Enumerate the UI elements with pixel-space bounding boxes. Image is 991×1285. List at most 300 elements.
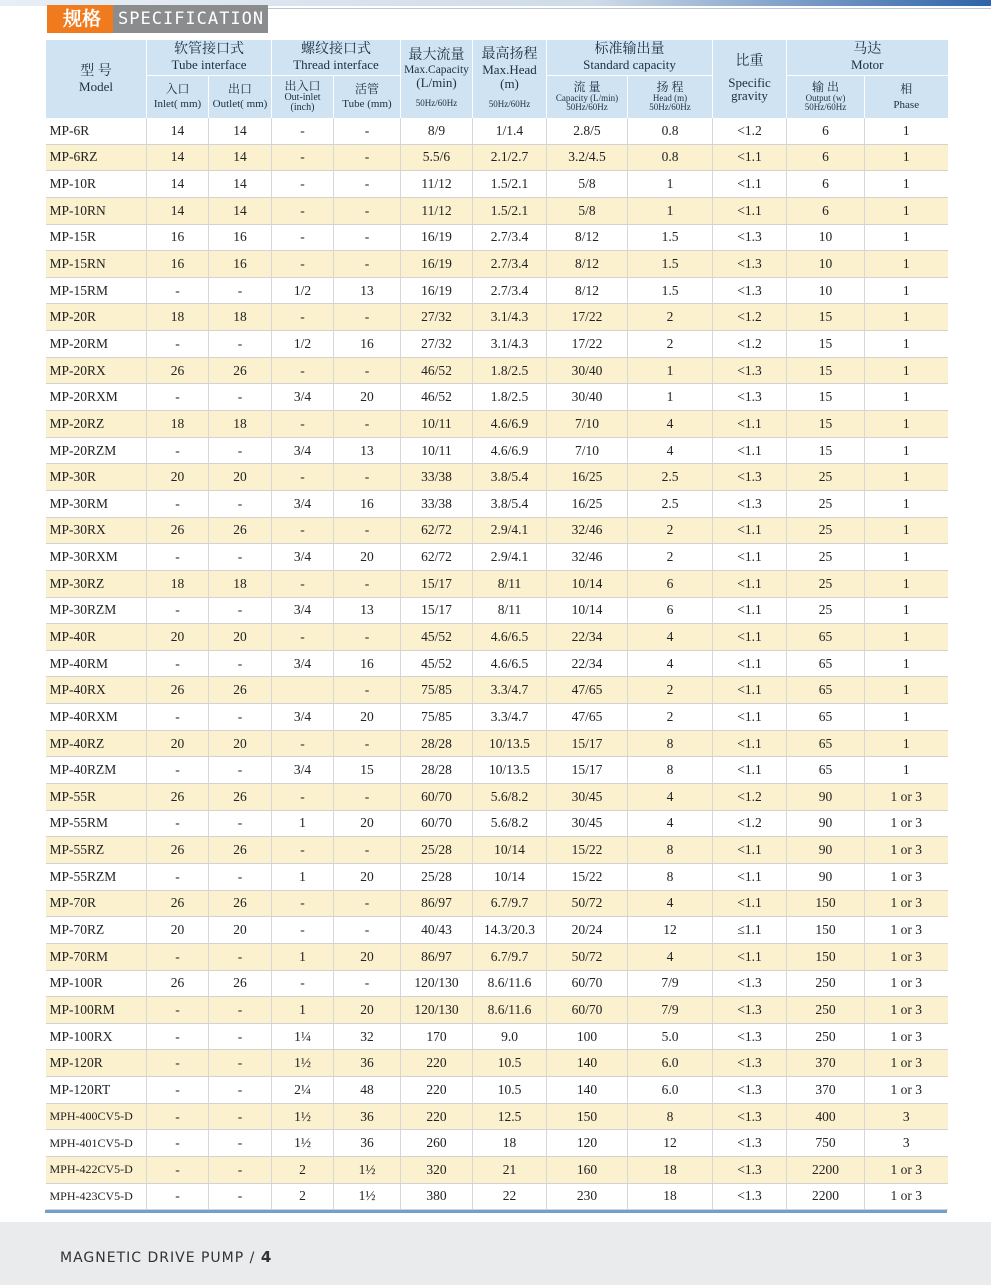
cell-max-head: 3.8/5.4 xyxy=(473,490,547,517)
cell-motor-output: 2200 xyxy=(787,1156,865,1183)
col-std-cn: 标准输出量 xyxy=(594,42,665,58)
cell-thread-tube: 15 xyxy=(334,757,401,784)
cell-thread-outinlet: 1 xyxy=(272,863,334,890)
cell-std-head: 4 xyxy=(628,437,713,464)
cell-max-capacity: 15/17 xyxy=(401,570,473,597)
col-thread-tube xyxy=(334,76,401,119)
cell-tube-outlet: 16 xyxy=(209,224,272,251)
cell-std-head: 4 xyxy=(628,411,713,438)
cell-tube-outlet: - xyxy=(209,650,272,677)
cell-model: MP-55RZ xyxy=(46,837,147,864)
col-phase-cn: 相 xyxy=(900,81,913,96)
cell-max-head: 10/13.5 xyxy=(473,757,547,784)
cell-motor-output: 400 xyxy=(787,1103,865,1130)
table-row xyxy=(46,730,948,757)
table-row xyxy=(46,570,948,597)
cell-std-capacity: 7/10 xyxy=(547,411,628,438)
cell-std-capacity: 160 xyxy=(547,1156,628,1183)
table-row xyxy=(46,757,948,784)
cell-std-head: 2 xyxy=(628,304,713,331)
cell-specific-gravity: <1.1 xyxy=(713,757,787,784)
cell-motor-output: 25 xyxy=(787,517,865,544)
cell-specific-gravity: <1.3 xyxy=(713,224,787,251)
cell-thread-tube: 20 xyxy=(334,384,401,411)
cell-tube-inlet: - xyxy=(147,943,209,970)
cell-model: MP-100RM xyxy=(46,997,147,1024)
cell-motor-phase: 1 xyxy=(865,464,948,491)
table-row xyxy=(46,517,948,544)
cell-max-head: 8.6/11.6 xyxy=(473,997,547,1024)
cell-motor-phase: 1 or 3 xyxy=(865,784,948,811)
cell-motor-output: 250 xyxy=(787,970,865,997)
cell-tube-inlet: 20 xyxy=(147,917,209,944)
cell-motor-phase: 1 or 3 xyxy=(865,1077,948,1104)
cell-motor-phase: 3 xyxy=(865,1130,948,1157)
col-thread-io-cn: 出入口 xyxy=(284,79,321,94)
cell-std-head: 8 xyxy=(628,757,713,784)
cell-std-capacity: 60/70 xyxy=(547,970,628,997)
cell-model: MP-30R xyxy=(46,464,147,491)
cell-max-capacity: 27/32 xyxy=(401,304,473,331)
cell-std-capacity: 3.2/4.5 xyxy=(547,144,628,171)
cell-specific-gravity: <1.2 xyxy=(713,118,787,144)
cell-std-head: 0.8 xyxy=(628,144,713,171)
cell-motor-phase: 1 or 3 xyxy=(865,1156,948,1183)
table-row xyxy=(46,144,948,171)
cell-motor-output: 250 xyxy=(787,1023,865,1050)
cell-thread-outinlet: 1 xyxy=(272,810,334,837)
table-row xyxy=(46,650,948,677)
cell-tube-outlet: - xyxy=(209,943,272,970)
table-row xyxy=(46,1130,948,1157)
cell-max-capacity: 260 xyxy=(401,1130,473,1157)
cell-tube-outlet: 16 xyxy=(209,251,272,278)
cell-motor-output: 65 xyxy=(787,624,865,651)
col-tube-outlet xyxy=(209,76,272,119)
cell-tube-outlet: 26 xyxy=(209,357,272,384)
cell-tube-outlet: 26 xyxy=(209,517,272,544)
cell-model: MP-40R xyxy=(46,624,147,651)
table-row xyxy=(46,704,948,731)
table-row xyxy=(46,1023,948,1050)
cell-thread-tube: - xyxy=(334,464,401,491)
cell-thread-tube: - xyxy=(334,570,401,597)
cell-max-capacity: 120/130 xyxy=(401,970,473,997)
cell-motor-output: 6 xyxy=(787,118,865,144)
cell-std-capacity: 8/12 xyxy=(547,277,628,304)
cell-motor-output: 150 xyxy=(787,917,865,944)
cell-model: MP-15R xyxy=(46,224,147,251)
cell-motor-output: 65 xyxy=(787,650,865,677)
cell-std-capacity: 8/12 xyxy=(547,224,628,251)
cell-std-capacity: 150 xyxy=(547,1103,628,1130)
cell-thread-outinlet: 1/2 xyxy=(272,277,334,304)
cell-tube-outlet: 14 xyxy=(209,171,272,198)
cell-thread-outinlet: - xyxy=(272,171,334,198)
cell-model: MP-20RM xyxy=(46,331,147,358)
cell-specific-gravity: <1.3 xyxy=(713,464,787,491)
footer-sep: / xyxy=(249,1250,256,1266)
cell-max-head: 2.7/3.4 xyxy=(473,277,547,304)
cell-max-head: 8.6/11.6 xyxy=(473,970,547,997)
section-title-cn: 规格 xyxy=(47,5,113,33)
cell-model: MP-15RM xyxy=(46,277,147,304)
cell-thread-outinlet: 3/4 xyxy=(272,437,334,464)
cell-motor-phase: 1 or 3 xyxy=(865,997,948,1024)
cell-thread-tube: 48 xyxy=(334,1077,401,1104)
cell-tube-inlet: 18 xyxy=(147,570,209,597)
cell-max-head: 1.8/2.5 xyxy=(473,357,547,384)
cell-std-capacity: 17/22 xyxy=(547,304,628,331)
cell-thread-outinlet: - xyxy=(272,970,334,997)
cell-model: MP-10RN xyxy=(46,197,147,224)
cell-motor-phase: 1 xyxy=(865,171,948,198)
cell-tube-outlet: - xyxy=(209,757,272,784)
cell-std-capacity: 15/22 xyxy=(547,837,628,864)
cell-model: MP-30RZ xyxy=(46,570,147,597)
cell-std-head: 4 xyxy=(628,890,713,917)
cell-motor-phase: 1 xyxy=(865,224,948,251)
cell-tube-outlet: 20 xyxy=(209,464,272,491)
cell-motor-output: 25 xyxy=(787,570,865,597)
cell-specific-gravity: <1.1 xyxy=(713,863,787,890)
col-motor-en: Motor xyxy=(851,57,884,73)
col-tube-en: Tube interface xyxy=(171,57,247,73)
col-motor-output xyxy=(787,76,865,119)
cell-specific-gravity: <1.3 xyxy=(713,251,787,278)
cell-std-head: 2 xyxy=(628,544,713,571)
cell-motor-output: 10 xyxy=(787,277,865,304)
spec-table-wrap xyxy=(45,40,947,1213)
cell-tube-outlet: - xyxy=(209,704,272,731)
cell-specific-gravity: <1.1 xyxy=(713,171,787,198)
cell-max-capacity: 10/11 xyxy=(401,437,473,464)
cell-std-head: 6.0 xyxy=(628,1050,713,1077)
cell-specific-gravity: <1.3 xyxy=(713,970,787,997)
table-row xyxy=(46,890,948,917)
cell-thread-tube: - xyxy=(334,784,401,811)
cell-motor-phase: 1 or 3 xyxy=(865,943,948,970)
cell-specific-gravity: <1.1 xyxy=(713,517,787,544)
cell-specific-gravity: <1.3 xyxy=(713,1156,787,1183)
cell-thread-tube: 1½ xyxy=(334,1156,401,1183)
cell-thread-outinlet: 1 xyxy=(272,997,334,1024)
col-tube-group xyxy=(147,40,272,76)
cell-specific-gravity: <1.1 xyxy=(713,704,787,731)
cell-max-capacity: 33/38 xyxy=(401,490,473,517)
spec-table xyxy=(45,40,948,1210)
cell-thread-outinlet: - xyxy=(272,251,334,278)
cell-specific-gravity: <1.1 xyxy=(713,837,787,864)
col-output-cn: 输 出 xyxy=(812,80,840,95)
col-maxcap-en: Max.Capacity xyxy=(404,63,469,76)
cell-thread-tube: 1½ xyxy=(334,1183,401,1210)
cell-max-head: 1.5/2.1 xyxy=(473,197,547,224)
cell-specific-gravity: <1.1 xyxy=(713,597,787,624)
col-stdcap-freq: 50Hz/60Hz xyxy=(566,102,608,113)
cell-max-capacity: 62/72 xyxy=(401,544,473,571)
cell-std-head: 1 xyxy=(628,384,713,411)
cell-std-head: 4 xyxy=(628,650,713,677)
cell-thread-outinlet: - xyxy=(272,917,334,944)
cell-thread-tube: - xyxy=(334,837,401,864)
cell-specific-gravity: <1.1 xyxy=(713,943,787,970)
cell-thread-tube: - xyxy=(334,624,401,651)
cell-model: MP-55R xyxy=(46,784,147,811)
cell-tube-inlet: 26 xyxy=(147,970,209,997)
cell-model: MP-10R xyxy=(46,171,147,198)
col-max-capacity xyxy=(401,40,473,118)
cell-motor-output: 15 xyxy=(787,411,865,438)
cell-max-head: 8/11 xyxy=(473,570,547,597)
cell-tube-inlet: - xyxy=(147,863,209,890)
cell-thread-outinlet: - xyxy=(272,624,334,651)
cell-thread-outinlet: 3/4 xyxy=(272,597,334,624)
cell-thread-outinlet xyxy=(272,677,334,704)
cell-motor-output: 10 xyxy=(787,224,865,251)
cell-tube-inlet: - xyxy=(147,1077,209,1104)
table-row xyxy=(46,437,948,464)
cell-max-capacity: 16/19 xyxy=(401,251,473,278)
cell-max-head: 5.6/8.2 xyxy=(473,810,547,837)
section-title-en: SPECIFICATION xyxy=(113,5,268,33)
cell-specific-gravity: <1.3 xyxy=(713,384,787,411)
table-row xyxy=(46,224,948,251)
cell-max-capacity: 11/12 xyxy=(401,197,473,224)
cell-tube-outlet: - xyxy=(209,1156,272,1183)
cell-specific-gravity: <1.3 xyxy=(713,1183,787,1210)
cell-max-capacity: 75/85 xyxy=(401,677,473,704)
table-row xyxy=(46,331,948,358)
cell-max-capacity: 86/97 xyxy=(401,890,473,917)
cell-max-head: 18 xyxy=(473,1130,547,1157)
cell-std-capacity: 30/40 xyxy=(547,384,628,411)
cell-tube-inlet: 14 xyxy=(147,197,209,224)
cell-std-head: 2 xyxy=(628,517,713,544)
cell-max-head: 3.1/4.3 xyxy=(473,304,547,331)
cell-tube-inlet: 14 xyxy=(147,171,209,198)
cell-motor-phase: 1 or 3 xyxy=(865,810,948,837)
table-row xyxy=(46,384,948,411)
cell-std-capacity: 22/34 xyxy=(547,624,628,651)
cell-specific-gravity: <1.3 xyxy=(713,1077,787,1104)
cell-specific-gravity: <1.1 xyxy=(713,570,787,597)
cell-max-head: 2.9/4.1 xyxy=(473,544,547,571)
cell-tube-inlet: 26 xyxy=(147,677,209,704)
cell-thread-tube: 20 xyxy=(334,943,401,970)
cell-thread-outinlet: - xyxy=(272,784,334,811)
cell-model: MP-15RN xyxy=(46,251,147,278)
cell-specific-gravity: <1.3 xyxy=(713,1103,787,1130)
cell-tube-inlet: 20 xyxy=(147,730,209,757)
cell-max-capacity: 16/19 xyxy=(401,224,473,251)
cell-max-head: 4.6/6.5 xyxy=(473,650,547,677)
cell-std-head: 6 xyxy=(628,570,713,597)
cell-motor-output: 90 xyxy=(787,837,865,864)
cell-std-head: 4 xyxy=(628,624,713,651)
cell-thread-tube: - xyxy=(334,357,401,384)
cell-thread-outinlet: 1½ xyxy=(272,1130,334,1157)
cell-thread-tube: 36 xyxy=(334,1103,401,1130)
cell-model: MP-70RZ xyxy=(46,917,147,944)
col-stdhead-freq: 50Hz/60Hz xyxy=(649,102,691,113)
cell-specific-gravity: <1.1 xyxy=(713,624,787,651)
cell-motor-phase: 1 xyxy=(865,704,948,731)
table-row xyxy=(46,1156,948,1183)
cell-std-capacity: 60/70 xyxy=(547,997,628,1024)
col-stdhead-cn: 扬 程 xyxy=(656,80,684,95)
col-model-en: Model xyxy=(79,78,113,94)
cell-tube-inlet: - xyxy=(147,650,209,677)
cell-motor-phase: 1 xyxy=(865,277,948,304)
cell-tube-outlet: 26 xyxy=(209,784,272,811)
cell-tube-inlet: - xyxy=(147,1183,209,1210)
cell-motor-phase: 1 xyxy=(865,118,948,144)
cell-tube-inlet: 16 xyxy=(147,224,209,251)
table-row xyxy=(46,1103,948,1130)
cell-tube-outlet: 20 xyxy=(209,624,272,651)
cell-max-head: 8/11 xyxy=(473,597,547,624)
cell-thread-outinlet: - xyxy=(272,357,334,384)
cell-std-head: 2.5 xyxy=(628,464,713,491)
cell-thread-outinlet: - xyxy=(272,570,334,597)
cell-tube-inlet: - xyxy=(147,597,209,624)
table-row xyxy=(46,490,948,517)
col-motor-phase xyxy=(865,76,948,119)
cell-tube-outlet: - xyxy=(209,997,272,1024)
cell-thread-outinlet: 3/4 xyxy=(272,490,334,517)
cell-max-head: 10/14 xyxy=(473,863,547,890)
cell-thread-tube: - xyxy=(334,970,401,997)
cell-std-capacity: 16/25 xyxy=(547,490,628,517)
col-max-head xyxy=(473,40,547,118)
cell-max-capacity: 46/52 xyxy=(401,384,473,411)
col-std-head xyxy=(628,76,713,119)
cell-thread-outinlet: 1 xyxy=(272,943,334,970)
col-sg-en1: Specific xyxy=(728,74,771,90)
cell-thread-outinlet: 1½ xyxy=(272,1103,334,1130)
cell-max-head: 6.7/9.7 xyxy=(473,890,547,917)
cell-model: MP-40RXM xyxy=(46,704,147,731)
col-phase-en: Phase xyxy=(893,98,920,111)
cell-max-capacity: 45/52 xyxy=(401,624,473,651)
cell-max-capacity: 25/28 xyxy=(401,837,473,864)
table-row xyxy=(46,997,948,1024)
col-thread-cn: 螺纹接口式 xyxy=(301,42,371,58)
cell-tube-inlet: 14 xyxy=(147,118,209,144)
cell-thread-tube: 16 xyxy=(334,331,401,358)
cell-max-capacity: 8/9 xyxy=(401,118,473,144)
cell-std-head: 4 xyxy=(628,810,713,837)
cell-thread-outinlet: 3/4 xyxy=(272,384,334,411)
cell-thread-outinlet: 3/4 xyxy=(272,757,334,784)
cell-max-head: 5.6/8.2 xyxy=(473,784,547,811)
table-row xyxy=(46,464,948,491)
cell-tube-inlet: - xyxy=(147,704,209,731)
col-model xyxy=(46,40,147,118)
col-maxcap-freq: 50Hz/60Hz xyxy=(415,98,458,109)
col-thread-outinlet xyxy=(272,76,334,119)
cell-model: MP-20RZM xyxy=(46,437,147,464)
cell-model: MP-70RM xyxy=(46,943,147,970)
cell-std-head: 1 xyxy=(628,171,713,198)
col-thread-tube-cn: 活管 xyxy=(354,82,379,97)
cell-max-head: 2.1/2.7 xyxy=(473,144,547,171)
col-maxcap-unit: (L/min) xyxy=(416,74,457,90)
cell-thread-tube: - xyxy=(334,890,401,917)
col-sg-en2: gravity xyxy=(731,88,768,104)
cell-thread-tube: - xyxy=(334,197,401,224)
cell-std-capacity: 10/14 xyxy=(547,597,628,624)
cell-std-capacity: 15/17 xyxy=(547,757,628,784)
cell-motor-output: 15 xyxy=(787,437,865,464)
col-tube-out-en: Outlet( mm) xyxy=(212,98,268,111)
cell-motor-output: 65 xyxy=(787,704,865,731)
cell-std-capacity: 15/17 xyxy=(547,730,628,757)
table-row xyxy=(46,171,948,198)
cell-motor-phase: 1 xyxy=(865,384,948,411)
cell-tube-inlet: - xyxy=(147,1050,209,1077)
cell-tube-inlet: - xyxy=(147,1156,209,1183)
cell-model: MP-120R xyxy=(46,1050,147,1077)
cell-motor-phase: 1 xyxy=(865,624,948,651)
col-tube-in-cn: 入口 xyxy=(165,82,190,97)
table-row xyxy=(46,1050,948,1077)
col-motor-cn: 马达 xyxy=(853,42,882,58)
col-stdhead-en: Head (m) xyxy=(652,92,688,103)
cell-max-capacity: 11/12 xyxy=(401,171,473,198)
cell-motor-output: 250 xyxy=(787,997,865,1024)
cell-thread-outinlet: - xyxy=(272,730,334,757)
cell-std-capacity: 50/72 xyxy=(547,890,628,917)
cell-tube-inlet: - xyxy=(147,1130,209,1157)
cell-tube-outlet: - xyxy=(209,863,272,890)
cell-thread-tube: 36 xyxy=(334,1050,401,1077)
cell-motor-output: 10 xyxy=(787,251,865,278)
cell-thread-tube: 16 xyxy=(334,490,401,517)
cell-max-head: 21 xyxy=(473,1156,547,1183)
cell-motor-output: 6 xyxy=(787,144,865,171)
cell-max-capacity: 5.5/6 xyxy=(401,144,473,171)
cell-thread-outinlet: - xyxy=(272,837,334,864)
cell-std-head: 7/9 xyxy=(628,970,713,997)
cell-thread-outinlet: - xyxy=(272,890,334,917)
cell-thread-tube: 36 xyxy=(334,1130,401,1157)
cell-max-head: 2.7/3.4 xyxy=(473,224,547,251)
cell-tube-inlet: 26 xyxy=(147,890,209,917)
col-model-cn: 型 号 xyxy=(80,63,112,79)
cell-motor-phase: 1 or 3 xyxy=(865,837,948,864)
cell-tube-outlet: - xyxy=(209,1050,272,1077)
cell-max-head: 4.6/6.9 xyxy=(473,411,547,438)
cell-tube-inlet: - xyxy=(147,1023,209,1050)
cell-max-capacity: 75/85 xyxy=(401,704,473,731)
spec-table-body xyxy=(46,118,948,1210)
table-row xyxy=(46,1077,948,1104)
cell-thread-outinlet: 1½ xyxy=(272,1050,334,1077)
cell-max-capacity: 28/28 xyxy=(401,730,473,757)
cell-specific-gravity: <1.1 xyxy=(713,650,787,677)
cell-motor-phase: 3 xyxy=(865,1103,948,1130)
cell-motor-output: 370 xyxy=(787,1077,865,1104)
cell-max-head: 6.7/9.7 xyxy=(473,943,547,970)
cell-tube-outlet: - xyxy=(209,810,272,837)
table-bottom-rule xyxy=(45,1210,947,1213)
cell-specific-gravity: ≤1.1 xyxy=(713,917,787,944)
cell-specific-gravity: <1.3 xyxy=(713,1050,787,1077)
footer xyxy=(60,1248,272,1266)
cell-tube-inlet: 16 xyxy=(147,251,209,278)
